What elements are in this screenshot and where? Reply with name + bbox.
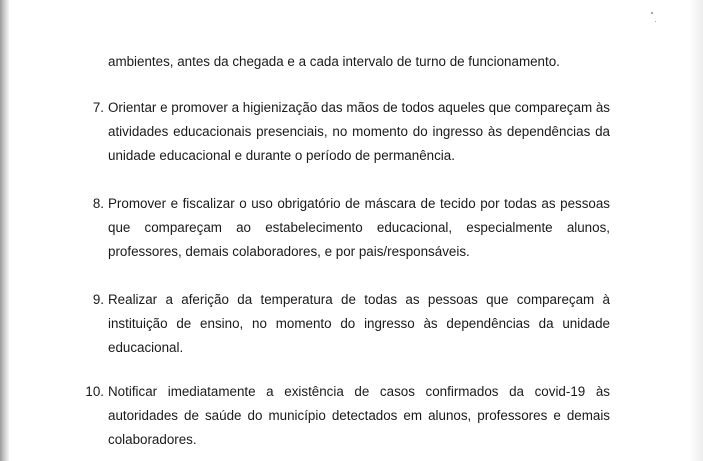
item-line: Promover e fiscalizar o uso obrigatório de máscara de tecido por todas as pessoas [108, 196, 610, 211]
item-line: educacional. [108, 340, 184, 355]
item-line: atividades educacionais presenciais, no momento do ingresso às dependências da [108, 124, 610, 139]
item-line: Notificar imediatamente a existência de casos confirmados da covid-19 às [108, 384, 610, 399]
continuation-line: ambientes, antes da chegada e a cada intervalo de turno de funcionamento. [108, 54, 560, 69]
item-line: Realizar a aferição da temperatura de todas as pessoas que compareçam à [108, 292, 610, 307]
item-line: instituição de ensino, no momento do ingresso às dependências da unidade [108, 316, 610, 331]
item-line: colaboradores. [108, 432, 197, 447]
item-number: 9. [92, 292, 104, 307]
item-number: 10. [85, 384, 104, 399]
item-line: autoridades de saúde do município detectados em alunos, professores e demais [108, 408, 610, 423]
item-number: 8. [92, 196, 104, 211]
item-line: Orientar e promover a higienização das mãos de todos aqueles que compareçam às [108, 100, 610, 115]
item-line: unidade educacional e durante o período de permanência. [108, 148, 455, 163]
item-line: que compareçam ao estabelecimento educacional, especialmente alunos, [108, 220, 610, 235]
item-number: 7. [92, 100, 104, 115]
item-line: professores, demais colaboradores, e por pais/responsáveis. [108, 244, 470, 259]
